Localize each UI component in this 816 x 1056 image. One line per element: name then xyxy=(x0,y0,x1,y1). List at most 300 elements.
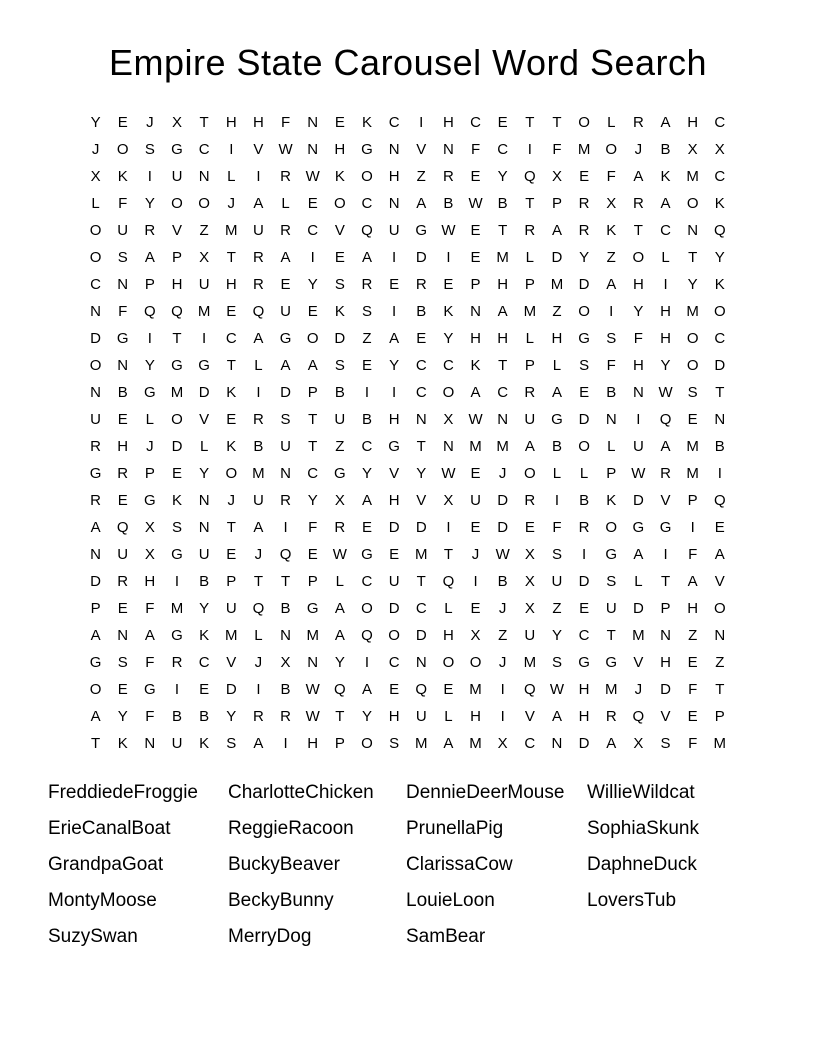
grid-letter: A xyxy=(551,384,562,402)
grid-letter: A xyxy=(90,627,101,645)
grid-letter: N xyxy=(307,654,319,672)
grid-letter: O xyxy=(686,195,699,213)
grid-letter: I xyxy=(283,735,288,753)
grid-letter: L xyxy=(634,573,643,591)
grid-letter: O xyxy=(89,222,102,240)
grid-letter: Y xyxy=(633,303,644,321)
grid-letter: R xyxy=(90,492,101,510)
grid-letter: K xyxy=(334,168,345,186)
grid-letter: R xyxy=(280,222,291,240)
grid-letter: Q xyxy=(523,168,536,186)
grid-letter: E xyxy=(307,546,318,564)
word-list-item: DennieDeerMouse xyxy=(406,782,565,804)
grid-letter: J xyxy=(91,141,100,159)
word-list-item: LouieLoon xyxy=(406,890,495,912)
grid-letter: H xyxy=(578,708,590,726)
grid-letter: P xyxy=(524,276,535,294)
grid-letter: E xyxy=(361,357,372,375)
grid-letter: H xyxy=(307,735,319,753)
grid-letter: T xyxy=(199,114,209,132)
grid-letter: E xyxy=(579,384,590,402)
grid-letter: H xyxy=(578,681,590,699)
grid-letter: T xyxy=(660,573,671,591)
grid-letter: R xyxy=(252,276,264,294)
grid-letter: Q xyxy=(523,681,536,699)
grid-letter: L xyxy=(227,168,236,186)
grid-letter: T xyxy=(525,114,535,132)
grid-letter: E xyxy=(117,600,128,618)
grid-letter: T xyxy=(552,114,562,132)
grid-letter: R xyxy=(117,465,129,483)
grid-letter: C xyxy=(361,195,373,213)
grid-letter: P xyxy=(144,465,155,483)
grid-letter: H xyxy=(497,276,509,294)
grid-letter: L xyxy=(281,195,290,213)
grid-letter: T xyxy=(226,357,236,375)
grid-letter: D xyxy=(198,384,210,402)
grid-letter: Y xyxy=(226,708,237,726)
grid-letter: O xyxy=(171,411,183,429)
grid-letter: Q xyxy=(442,573,455,591)
grid-letter: M xyxy=(469,735,482,753)
grid-letter: W xyxy=(305,708,320,726)
grid-letter: J xyxy=(498,654,507,672)
grid-letter: N xyxy=(280,627,291,645)
grid-letter: B xyxy=(416,303,427,321)
grid-letter: Y xyxy=(361,708,372,726)
grid-letter: M xyxy=(523,654,537,672)
grid-letter: Q xyxy=(713,222,726,240)
grid-letter: A xyxy=(470,384,481,402)
grid-letter: X xyxy=(551,168,562,186)
grid-letter: N xyxy=(714,411,726,429)
grid-letter: L xyxy=(607,114,616,132)
grid-letter: O xyxy=(334,195,346,213)
grid-letter: A xyxy=(416,195,427,213)
grid-letter: C xyxy=(361,573,373,591)
word-list-item: GrandpaGoat xyxy=(48,854,164,876)
grid-letter: J xyxy=(227,492,236,510)
grid-letter: B xyxy=(497,573,508,591)
word-list-item: LoversTub xyxy=(587,890,677,912)
grid-letter: F xyxy=(118,303,128,321)
grid-letter: X xyxy=(334,492,345,510)
grid-letter: W xyxy=(468,195,483,213)
grid-letter: V xyxy=(714,573,725,591)
grid-letter: C xyxy=(90,276,101,294)
grid-letter: C xyxy=(307,465,319,483)
grid-letter: B xyxy=(660,141,671,159)
grid-letter: M xyxy=(577,141,591,159)
grid-letter: E xyxy=(443,276,454,294)
grid-letter: S xyxy=(334,276,345,294)
grid-letter: C xyxy=(388,114,400,132)
grid-letter: M xyxy=(197,303,211,321)
grid-letter: S xyxy=(579,357,590,375)
grid-letter: Y xyxy=(579,249,590,267)
grid-letter: G xyxy=(361,546,373,564)
grid-letter: M xyxy=(415,546,428,564)
grid-letter: S xyxy=(606,330,617,348)
grid-letter: O xyxy=(442,654,455,672)
grid-letter: H xyxy=(225,114,237,132)
grid-letter: V xyxy=(416,141,427,159)
word-list-item: WillieWildcat xyxy=(587,782,695,804)
grid-letter: A xyxy=(524,438,535,456)
grid-letter: F xyxy=(606,357,616,375)
grid-letter: G xyxy=(89,465,102,483)
grid-letter: G xyxy=(198,357,210,375)
grid-letter: M xyxy=(523,303,537,321)
grid-letter: U xyxy=(171,735,183,753)
grid-letter: U xyxy=(470,492,481,510)
grid-letter: D xyxy=(334,330,346,348)
grid-letter: H xyxy=(660,330,671,348)
grid-letter: J xyxy=(471,546,480,564)
grid-letter: Z xyxy=(606,249,616,267)
grid-letter: G xyxy=(89,654,102,672)
grid-letter: F xyxy=(688,681,698,699)
grid-letter: T xyxy=(606,627,616,645)
grid-letter: H xyxy=(388,708,400,726)
grid-letter: U xyxy=(415,708,427,726)
grid-letter: N xyxy=(117,276,129,294)
grid-letter: O xyxy=(578,438,590,456)
grid-letter: H xyxy=(225,276,237,294)
grid-letter: L xyxy=(525,249,534,267)
grid-letter: G xyxy=(144,681,156,699)
grid-letter: X xyxy=(470,627,481,645)
grid-letter: A xyxy=(361,492,372,510)
grid-letter: B xyxy=(361,411,372,429)
grid-letter: A xyxy=(144,627,155,645)
grid-letter: J xyxy=(146,114,154,132)
grid-letter: A xyxy=(551,222,562,240)
grid-letter: X xyxy=(171,114,182,132)
grid-letter: R xyxy=(578,519,590,537)
grid-letter: M xyxy=(713,735,727,753)
grid-letter: H xyxy=(388,492,400,510)
word-list-item: DaphneDuck xyxy=(587,854,697,876)
grid-letter: V xyxy=(253,141,264,159)
grid-letter: S xyxy=(660,735,671,753)
grid-letter: W xyxy=(495,546,510,564)
grid-letter: R xyxy=(117,573,129,591)
grid-letter: S xyxy=(687,384,698,402)
grid-letter: N xyxy=(714,627,726,645)
grid-letter: I xyxy=(229,141,234,159)
grid-letter: O xyxy=(713,303,726,321)
grid-letter: E xyxy=(416,330,427,348)
grid-letter: L xyxy=(552,357,562,375)
grid-letter: T xyxy=(416,573,426,591)
grid-letter: X xyxy=(714,141,725,159)
grid-letter: R xyxy=(660,465,671,483)
grid-letter: G xyxy=(605,654,618,672)
grid-letter: H xyxy=(660,654,671,672)
grid-letter: N xyxy=(497,411,509,429)
grid-letter: U xyxy=(280,438,291,456)
grid-letter: F xyxy=(688,735,698,753)
grid-letter: T xyxy=(498,357,508,375)
grid-letter: I xyxy=(147,330,152,348)
grid-letter: T xyxy=(335,708,345,726)
grid-letter: H xyxy=(117,438,129,456)
grid-letter: A xyxy=(253,195,264,213)
grid-letter: A xyxy=(307,357,318,375)
grid-letter: Q xyxy=(334,681,346,699)
grid-letter: N xyxy=(687,222,699,240)
grid-letter: Y xyxy=(416,465,427,483)
grid-letter: B xyxy=(171,708,182,726)
grid-letter: I xyxy=(283,519,288,537)
grid-letter: P xyxy=(307,573,318,591)
grid-letter: U xyxy=(117,222,129,240)
grid-letter: G xyxy=(551,411,563,429)
grid-letter: R xyxy=(632,195,644,213)
grid-letter: W xyxy=(305,168,320,186)
grid-letter: T xyxy=(226,519,236,537)
grid-letter: Y xyxy=(117,708,128,726)
grid-letter: A xyxy=(361,249,372,267)
grid-letter: A xyxy=(660,438,671,456)
grid-letter: L xyxy=(579,465,589,483)
grid-letter: C xyxy=(415,357,427,375)
grid-letter: N xyxy=(280,465,291,483)
grid-letter: L xyxy=(91,195,100,213)
grid-letter: I xyxy=(554,492,560,510)
grid-letter: D xyxy=(225,681,237,699)
grid-letter: I xyxy=(256,168,261,186)
grid-letter: V xyxy=(416,492,427,510)
grid-letter: T xyxy=(633,222,643,240)
grid-letter: E xyxy=(470,600,481,618)
grid-letter: H xyxy=(632,357,644,375)
grid-letter: D xyxy=(551,249,563,267)
grid-letter: H xyxy=(442,114,454,132)
grid-letter: M xyxy=(686,168,699,186)
grid-letter: M xyxy=(170,384,184,402)
grid-letter: I xyxy=(446,519,451,537)
grid-letter: D xyxy=(171,438,183,456)
grid-letter: G xyxy=(116,330,129,348)
grid-letter: G xyxy=(144,384,156,402)
grid-letter: V xyxy=(334,222,345,240)
grid-letter: X xyxy=(687,141,698,159)
grid-letter: O xyxy=(469,654,482,672)
grid-letter: C xyxy=(524,735,536,753)
grid-letter: T xyxy=(308,438,318,456)
grid-letter: G xyxy=(632,519,645,537)
grid-letter: W xyxy=(278,141,293,159)
grid-letter: B xyxy=(714,438,725,456)
grid-letter: U xyxy=(551,573,563,591)
grid-letter: H xyxy=(470,708,481,726)
grid-letter: N xyxy=(660,627,671,645)
grid-letter: M xyxy=(496,438,509,456)
grid-letter: M xyxy=(306,627,319,645)
grid-letter: S xyxy=(226,735,237,753)
word-list-item: PrunellaPig xyxy=(406,818,504,840)
grid-letter: T xyxy=(688,249,698,267)
grid-letter: Z xyxy=(335,438,345,456)
grid-letter: Y xyxy=(199,600,210,618)
grid-letter: D xyxy=(578,735,590,753)
grid-letter: D xyxy=(632,600,644,618)
grid-letter: V xyxy=(171,222,182,240)
grid-letter: G xyxy=(659,519,672,537)
grid-letter: C xyxy=(714,330,726,348)
grid-letter: K xyxy=(117,168,128,186)
grid-letter: K xyxy=(714,276,725,294)
grid-letter: A xyxy=(253,735,264,753)
grid-letter: B xyxy=(334,384,345,402)
grid-letter: L xyxy=(145,411,155,429)
grid-letter: M xyxy=(225,627,238,645)
grid-letter: N xyxy=(307,141,319,159)
puzzle-title: Empire State Carousel Word Search xyxy=(108,42,708,83)
grid-letter: M xyxy=(252,465,265,483)
grid-letter: Y xyxy=(714,249,725,267)
grid-letter: Y xyxy=(199,465,210,483)
grid-letter: R xyxy=(252,249,264,267)
grid-letter: D xyxy=(714,357,726,375)
grid-letter: Z xyxy=(416,168,426,186)
word-list-item: MontyMoose xyxy=(48,890,157,912)
grid-letter: W xyxy=(549,681,565,699)
grid-letter: W xyxy=(468,411,483,429)
grid-letter: E xyxy=(389,681,400,699)
grid-letter: X xyxy=(443,411,454,429)
grid-letter: L xyxy=(661,249,670,267)
grid-letter: G xyxy=(605,546,618,564)
grid-letter: E xyxy=(226,303,237,321)
grid-letter: D xyxy=(415,519,427,537)
grid-letter: E xyxy=(280,276,291,294)
grid-letter: J xyxy=(634,681,643,699)
grid-letter: M xyxy=(469,681,482,699)
grid-letter: N xyxy=(198,519,210,537)
grid-letter: Z xyxy=(715,654,725,672)
grid-letter: G xyxy=(578,654,590,672)
grid-letter: Z xyxy=(552,600,562,618)
grid-letter: A xyxy=(633,546,644,564)
grid-letter: Y xyxy=(90,114,101,132)
grid-letter: Q xyxy=(415,681,428,699)
grid-letter: P xyxy=(334,735,345,753)
grid-letter: I xyxy=(364,384,370,402)
grid-letter: U xyxy=(252,222,264,240)
grid-letter: O xyxy=(686,357,699,375)
grid-letter: E xyxy=(470,249,481,267)
grid-letter: E xyxy=(389,276,400,294)
grid-letter: I xyxy=(500,708,505,726)
grid-letter: O xyxy=(713,600,726,618)
grid-letter: C xyxy=(497,384,509,402)
grid-letter: Y xyxy=(307,276,318,294)
grid-letter: E xyxy=(470,222,481,240)
grid-letter: F xyxy=(280,114,291,132)
grid-letter: T xyxy=(308,411,318,429)
grid-letter: Q xyxy=(361,222,373,240)
grid-letter: I xyxy=(202,330,207,348)
grid-letter: R xyxy=(524,222,536,240)
grid-letter: K xyxy=(199,627,210,645)
grid-letter: I xyxy=(419,114,424,132)
grid-letter: D xyxy=(497,519,509,537)
grid-letter: E xyxy=(687,411,698,429)
grid-letter: I xyxy=(256,384,261,402)
grid-letter: E xyxy=(117,114,128,132)
word-list-item: BeckyBunny xyxy=(228,890,334,912)
word-list-item: SophiaSkunk xyxy=(587,818,699,840)
grid-letter: N xyxy=(605,411,617,429)
grid-letter: H xyxy=(171,276,183,294)
grid-letter: D xyxy=(415,627,427,645)
grid-letter: N xyxy=(117,627,129,645)
grid-letter: H xyxy=(687,114,699,132)
grid-letter: X xyxy=(443,492,454,510)
grid-letter: A xyxy=(660,195,671,213)
grid-letter: Y xyxy=(389,357,400,375)
grid-letter: Q xyxy=(144,303,156,321)
grid-letter: C xyxy=(198,141,210,159)
grid-letter: G xyxy=(334,465,346,483)
grid-letter: N xyxy=(307,114,319,132)
grid-letter: R xyxy=(524,492,536,510)
grid-letter: N xyxy=(90,546,101,564)
grid-letter: O xyxy=(171,195,183,213)
grid-letter: B xyxy=(280,681,291,699)
grid-letter: A xyxy=(687,573,698,591)
grid-letter: I xyxy=(690,519,695,537)
grid-letter: N xyxy=(90,384,101,402)
grid-letter: S xyxy=(171,519,182,537)
grid-letter: C xyxy=(388,654,400,672)
grid-letter: I xyxy=(174,681,180,699)
grid-letter: K xyxy=(226,384,237,402)
grid-letter: Y xyxy=(144,195,155,213)
grid-letter: G xyxy=(171,141,183,159)
grid-letter: K xyxy=(171,492,182,510)
grid-letter: P xyxy=(90,600,101,618)
grid-letter: V xyxy=(660,492,671,510)
grid-letter: F xyxy=(145,708,155,726)
grid-letter: C xyxy=(361,438,373,456)
grid-letter: F xyxy=(470,141,481,159)
grid-letter: P xyxy=(171,249,182,267)
grid-letter: M xyxy=(550,276,564,294)
grid-letter: K xyxy=(470,357,481,375)
grid-letter: X xyxy=(633,735,644,753)
grid-letter: E xyxy=(361,519,372,537)
grid-letter: R xyxy=(280,168,291,186)
grid-letter: A xyxy=(606,276,617,294)
grid-letter: X xyxy=(199,249,210,267)
grid-letter: G xyxy=(279,330,292,348)
grid-letter: G xyxy=(171,357,183,375)
grid-letter: O xyxy=(578,303,590,321)
grid-letter: N xyxy=(144,735,156,753)
grid-letter: A xyxy=(334,600,345,618)
grid-letter: D xyxy=(578,573,590,591)
word-list-item: BuckyBeaver xyxy=(228,854,340,876)
grid-letter: V xyxy=(226,654,237,672)
grid-letter: J xyxy=(227,195,236,213)
grid-letter: R xyxy=(605,708,617,726)
grid-letter: T xyxy=(416,438,426,456)
grid-letter: U xyxy=(225,600,237,618)
